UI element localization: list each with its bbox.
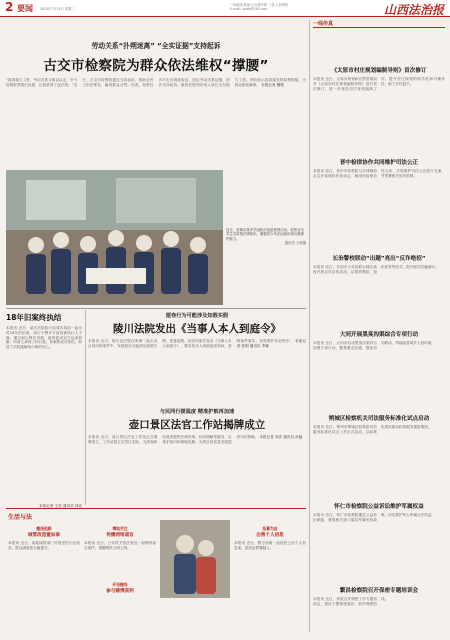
lead-kicker: 劳动关系“扑朔迷离” “全实证据”支持起诉 bbox=[91, 42, 221, 50]
photo-caption bbox=[226, 228, 306, 298]
bottom-col-2-kicker: 博取关注 bbox=[112, 526, 128, 531]
dateline: 2025年7月15日 星期二 bbox=[40, 7, 75, 11]
lead-body bbox=[6, 78, 306, 170]
right-story-7-title: 繁昌检察院召开保密专题培训会 bbox=[339, 588, 419, 594]
right-story-3-body: 本报讯 近日，长治市公安局联合辖区高校开展反诈宣传活动，以情景模拟、知识问答等形式，提升师生防骗意识。 bbox=[313, 265, 439, 274]
lead-headline: 古交市检察院为群众依法维权“撑腰” bbox=[43, 58, 269, 74]
bottom-photo bbox=[160, 520, 230, 598]
tour-story bbox=[88, 408, 306, 497]
mid-story bbox=[88, 312, 306, 399]
bottom-col-2b bbox=[84, 582, 156, 637]
bottom-col-1-body: 本报讯 近日，某地城管部门开展老旧小区改造，群众满意度大幅提升。 bbox=[8, 541, 80, 550]
right-column-tag: 一线传真 bbox=[313, 20, 445, 28]
left-story-byline: 本报记者 王浩 通讯员 刘佳 bbox=[39, 504, 82, 508]
tour-kicker: 与民同行提温度 精准护航再加速 bbox=[159, 409, 235, 415]
photo-caption-text: 近日，晋城市某中学组织法治进校园活动，检察官为学生们讲授法律知识，增强青少年法治意识和自我保护能力。 bbox=[226, 228, 304, 241]
lead-story bbox=[6, 40, 306, 74]
left-story-body: 本报讯 近日，某区法院执行局成功执结一起历时18年的旧案。执行干警多方查找被执行人下落，通过耐心释法说理，最终促成双方达成和解，申请人拿到了执行款。该案的成功执结，彰显了法院破解执行难的决心。 bbox=[6, 326, 82, 350]
bottom-col-2 bbox=[84, 526, 156, 585]
right-story-3 bbox=[313, 254, 445, 323]
right-story-4-title: 大同开展黑臭沟渠综合专项行动 bbox=[339, 332, 419, 338]
page-number: 2 bbox=[5, 0, 14, 14]
tour-body bbox=[88, 435, 306, 497]
right-story-1 bbox=[313, 28, 445, 137]
right-story-6-body: 本报讯 近日，怀仁市检察院通过公益诉讼职能，督促相关部门落实军属优待政策，切实维护军人军属合法权益。 bbox=[313, 513, 435, 522]
mid-kicker: 厘卷行为可能涉及知假买假 bbox=[165, 313, 229, 319]
mid-byline: 本报记者 张明 通讯员 李娜 bbox=[236, 339, 306, 348]
bottom-col-3-kicker: 招募为由 bbox=[262, 526, 278, 531]
bottom-col-2-body: 本报讯 近日，公安机关依法查处一起网络谣言案件，提醒网民文明上网。 bbox=[84, 541, 156, 550]
bottom-col-1-title: 城管改造重如泰 bbox=[27, 533, 61, 538]
right-story-6-title: 怀仁市检察院公益诉讼维护军属权益 bbox=[334, 504, 424, 510]
right-story-7 bbox=[313, 586, 445, 637]
right-story-7-body: 本报讯 近日，该院召开保密工作专题培训会，强化干警保密意识，筑牢保密防线。 bbox=[313, 597, 389, 606]
header-email: E-mail: sxfzb@163.com bbox=[230, 7, 268, 12]
bottom-col-3 bbox=[234, 526, 306, 631]
classroom-photo-image bbox=[6, 170, 223, 305]
right-story-2-body: 本报讯 近日，晋中市检察院与市律师协会召开检律协作座谈会，就深化检律良性互动、共同维护司法公正进行交流，并签署相关协作机制。 bbox=[313, 169, 445, 178]
right-story-5-body: 本报讯 近日，朔州市朔城区检察院司法服务标准化试点工作正式启动，以标准化建设推动检察服务提质增效。 bbox=[313, 425, 432, 434]
left-story-title: 18年旧案终执结 bbox=[6, 313, 62, 322]
news-photo bbox=[6, 170, 223, 305]
bottom-col-2b-body bbox=[84, 597, 156, 637]
bottom-col-3-body: 本报讯 近日，警方侦破一起侵犯公民个人信息案，抓获犯罪嫌疑人。 bbox=[234, 541, 306, 550]
bottom-col-2-title: 传播网络谣言 bbox=[106, 533, 134, 538]
header-info bbox=[230, 3, 288, 12]
bottom-section-title: 生活与法 bbox=[8, 514, 33, 521]
right-column bbox=[313, 20, 445, 28]
mid-headline: 陵川法院发出《当事人本人到庭令》 bbox=[113, 323, 281, 335]
right-story-1-body: 本报讯 近日，太原市规划和自然资源局对《太原市村庄规划编制导则》进行首次修订，进一步规范村庄规划编制工作，提升村庄规划的科学性和可操作性，助力乡村振兴。 bbox=[313, 77, 445, 91]
column-divider-left bbox=[85, 310, 86, 505]
bottom-col-2b-kicker: 开设赌场 bbox=[112, 582, 128, 587]
header-info-line1: 一线新闻·新闻 区行看法制 三晋·人民网络 bbox=[230, 3, 289, 7]
bottom-section-label bbox=[8, 512, 68, 521]
mid-body bbox=[88, 339, 306, 399]
bottom-col-3-title: 出售个人信息 bbox=[256, 533, 284, 538]
right-story-2-title: 晋中检律协作共同维护司法公正 bbox=[339, 160, 419, 166]
right-story-5-title: 朔城区检察机关司法服务标准化试点启动 bbox=[328, 416, 430, 422]
lead-byline: 本报记者 魏强 bbox=[261, 82, 284, 87]
bottom-col-2b-title: 参与赌博获利 bbox=[106, 589, 134, 594]
section-rule bbox=[6, 308, 306, 309]
bottom-rule bbox=[6, 508, 306, 509]
bottom-col-1-kicker: 搬线追踪 bbox=[36, 526, 52, 531]
tour-headline: 壶口景区法官工作站揭牌成立 bbox=[128, 419, 266, 431]
column-divider bbox=[309, 20, 310, 632]
right-story-2 bbox=[313, 158, 445, 249]
section-name: 要闻 bbox=[17, 4, 33, 13]
right-story-5 bbox=[313, 414, 445, 490]
bottom-photo-image bbox=[160, 520, 230, 598]
page-header bbox=[0, 0, 450, 17]
bottom-col-1 bbox=[8, 526, 80, 631]
right-story-6 bbox=[313, 502, 445, 573]
lead-body-text: “我被拖欠工资，劳动关系又难以认定，多亏检察院帮我们出面，让我拿回了血汗钱。”近日，古交市检察院通过支持起诉，帮助农民工依法维权，赢得群众点赞。经查，检察官多次走访调查取证，固定劳动关系证据，依法支持起诉，最终法院判决用人单位支付拖欠工资。该院表示将持续发挥检察职能，为群众排忧解难。 bbox=[6, 78, 306, 87]
tour-byline: 本报记者 刘洋 通讯员 孙磊 bbox=[259, 435, 303, 439]
left-story bbox=[6, 312, 82, 509]
photo-credit: 通讯员 王晓摄 bbox=[284, 241, 306, 246]
tour-body-text: 本报讯 近日，壶口景区法官工作站正式揭牌成立。工作站将立足景区实际，为游客和经营者提供法律咨询、纠纷调解等服务，实现矛盾纠纷就地化解，为景区高质量发展提供司法保障。 bbox=[88, 435, 259, 444]
right-story-4-body: 本报讯 近日，大同市启动黑臭沟渠综合治理专项行动，聚焦重点区域，强化协同联动，持续改善城乡人居环境。 bbox=[313, 341, 435, 350]
mid-body-text: 本报讯 近日，陵川县法院在审理一起买卖合同纠纷案件中，发现原告可能涉及知假买假、恶意索赔，依法向原告发出《当事人本人到庭令》，要求其本人到庭接受询问，查明案件事实，有效维护诉讼秩序。 bbox=[88, 339, 294, 348]
right-story-3-title: 长治警校联动“出题”亮出“反诈绝招” bbox=[332, 256, 426, 262]
right-story-1-title: 《太原市村庄规划编制导则》首次修订 bbox=[331, 68, 427, 74]
newspaper-logo: 山西法治报 bbox=[383, 3, 444, 17]
right-story-4 bbox=[313, 330, 445, 401]
